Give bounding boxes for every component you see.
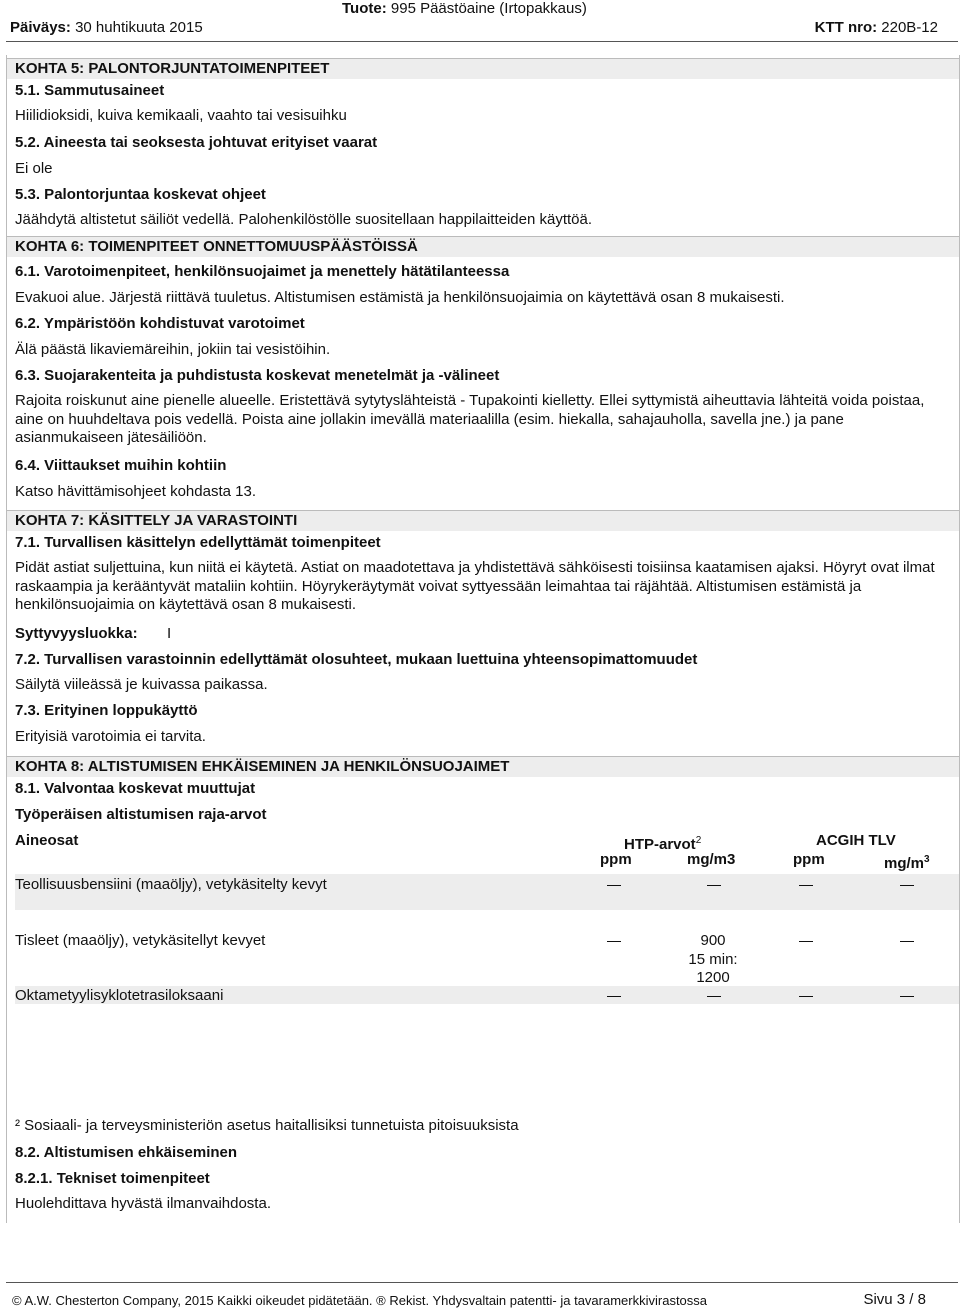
section-8-title: KOHTA 8: ALTISTUMISEN EHKÄISEMINEN JA HENKILÖNSUOJAIMET (7, 756, 959, 777)
flammability-class-value: I (167, 625, 172, 642)
s5-3-heading: 5.3. Palontorjuntaa koskevat ohjeet (15, 186, 266, 203)
sds-number: KTT nro: 220B-12 (814, 19, 938, 36)
s6-4-heading: 6.4. Viittaukset muihin kohtiin (15, 457, 227, 474)
value-dash (607, 885, 621, 886)
ingredient-name: Teollisuusbensiini (maaöljy), vetykäsitelty kevyt (15, 876, 327, 893)
s7-2-text: Säilytä viileässä je kuivassa paikassa. (15, 676, 268, 693)
section-6-title: KOHTA 6: TOIMENPITEET ONNETTOMUUSPÄÄSTÖISSÄ (7, 236, 959, 257)
s7-2-heading: 7.2. Turvallisen varastoinnin edellyttämät olosuhteet, mukaan luettuina yhteensopimattomuudet (15, 651, 698, 668)
value-dash (799, 941, 813, 942)
s5-1-text: Hiilidioksidi, kuiva kemikaali, vaahto tai vesisuihku (15, 107, 347, 124)
col-acgih-ppm: ppm (793, 851, 825, 868)
s5-1-heading: 5.1. Sammutusaineet (15, 82, 165, 99)
col-htp-ppm: ppm (600, 851, 632, 868)
ingredient-name: Oktametyylisyklotetrasiloksaani (15, 987, 224, 1004)
s6-2-text: Älä päästä likaviemäreihin, jokiin tai vesistöihin. (15, 341, 331, 358)
s6-4-text: Katso hävittämisohjeet kohdasta 13. (15, 483, 256, 500)
page-header (0, 0, 960, 40)
s5-2-heading: 5.2. Aineesta tai seoksesta johtuvat erityiset vaarat (15, 134, 378, 151)
page-number: Sivu 3 / 8 (863, 1291, 926, 1308)
footer-rule (6, 1282, 958, 1283)
s5-2-text: Ei ole (15, 160, 53, 177)
value-dash (607, 996, 621, 997)
s6-2-heading: 6.2. Ympäristöön kohdistuvat varotoimet (15, 315, 305, 332)
s7-1-heading: 7.1. Turvallisen käsittelyn edellyttämät toimenpiteet (15, 534, 381, 551)
col-acgih-mg: $mg/m^3$ (884, 854, 930, 872)
s6-1-heading: 6.1. Varotoimenpiteet, henkilönsuojaimet ja menettely hätätilanteessa (15, 263, 510, 280)
s7-3-text: Erityisiä varotoimia ei tarvita. (15, 728, 206, 745)
value-dash (900, 996, 914, 997)
ingredient-name: Tisleet (maaöljy), vetykäsitellyt kevyet (15, 932, 266, 949)
col-ingredient: Aineosat (15, 832, 79, 849)
value-dash (607, 941, 621, 942)
s8-1-heading: 8.1. Valvontaa koskevat muuttujat (15, 780, 256, 797)
value-dash (799, 885, 813, 886)
header-rule (6, 41, 958, 42)
value-dash (799, 996, 813, 997)
htp-mg-value: 900 15 min: 1200 (688, 932, 738, 986)
date: Päiväys: 30 huhtikuuta 2015 (10, 19, 203, 36)
section-5-title: KOHTA 5: PALONTORJUNTATOIMENPITEET (7, 58, 959, 79)
table-footnote: ² Sosiaali- ja terveysministeriön asetus haitallisiksi tunnetuista pitoisuuksista (15, 1117, 519, 1134)
s6-3-heading: 6.3. Suojarakenteita ja puhdistusta koskevat menetelmät ja -välineet (15, 367, 500, 384)
s8-1-subheading: Työperäisen altistumisen raja-arvot (15, 806, 267, 823)
col-htp-mg: mg/m3 (687, 851, 736, 868)
s6-1-text: Evakuoi alue. Järjestä riittävä tuuletus. Altistumisen estämistä ja henkilönsuojaimia on käytettävä osan 8 mukaisesti. (15, 289, 785, 306)
value-dash (707, 885, 721, 886)
s8-2-heading: 8.2. Altistumisen ehkäiseminen (15, 1144, 238, 1161)
s8-2-1-heading: 8.2.1. Tekniset toimenpiteet (15, 1170, 210, 1187)
s7-3-heading: 7.3. Erityinen loppukäyttö (15, 702, 198, 719)
section-7-title: KOHTA 7: KÄSITTELY JA VARASTOINTI (7, 510, 959, 531)
s6-3-text: Rajoita roiskunut aine pienelle alueelle. Eristettävä sytytyslähteistä - Tupakointi kielletty. Ellei syttymistä aiheuttavia lähteitä voida poistaa, aine on huuhdeltava pois vedellä. Poista aine jollakin imevällä materiaalilla (esim. hiekalla, sahajauholla, savella jne.) ja pane asianmukaiseen jätesäiliöön. (15, 392, 925, 446)
s5-3-text: Jäähdytä altistetut säiliöt vedellä. Palohenkilöstölle suositellaan happilaitteiden käyttöä. (15, 211, 593, 228)
footer-copyright: © A.W. Chesterton Company, 2015 Kaikki oikeudet pidätetään. ® Rekist. Yhdysvaltain patentti- ja tavaramerkkivirastossa (12, 1293, 708, 1308)
col-acgih: ACGIH TLV (816, 832, 896, 849)
s7-1-text: Pidät astiat suljettuina, kun niitä ei käytetä. Astiat on maadotettava ja yhdistettävä sähköisesti toisiinsa kaatamisen ajaksi. Höyryt ovat ilmat raskaampia ja kerääntyvät mataliin kohtiin. Höyrykeräytymät voivat syttyessään leimahtaa tai räjähtää. Altistumisen estämistä ja henkilönsuojaimia on käytettävä osan 8 mukaisesti. (15, 559, 935, 613)
s8-2-1-text: Huolehdittava hyvästä ilmanvaihdosta. (15, 1195, 271, 1212)
value-dash (707, 996, 721, 997)
flammability-class-label: Syttyvyysluokka: (15, 625, 138, 642)
value-dash (900, 885, 914, 886)
value-dash (900, 941, 914, 942)
document-body (6, 55, 960, 1223)
col-htp: HTP-arvot$^2$ (624, 835, 702, 853)
product: Tuote: 995 Päästöaine (Irtopakkaus) (342, 0, 587, 17)
